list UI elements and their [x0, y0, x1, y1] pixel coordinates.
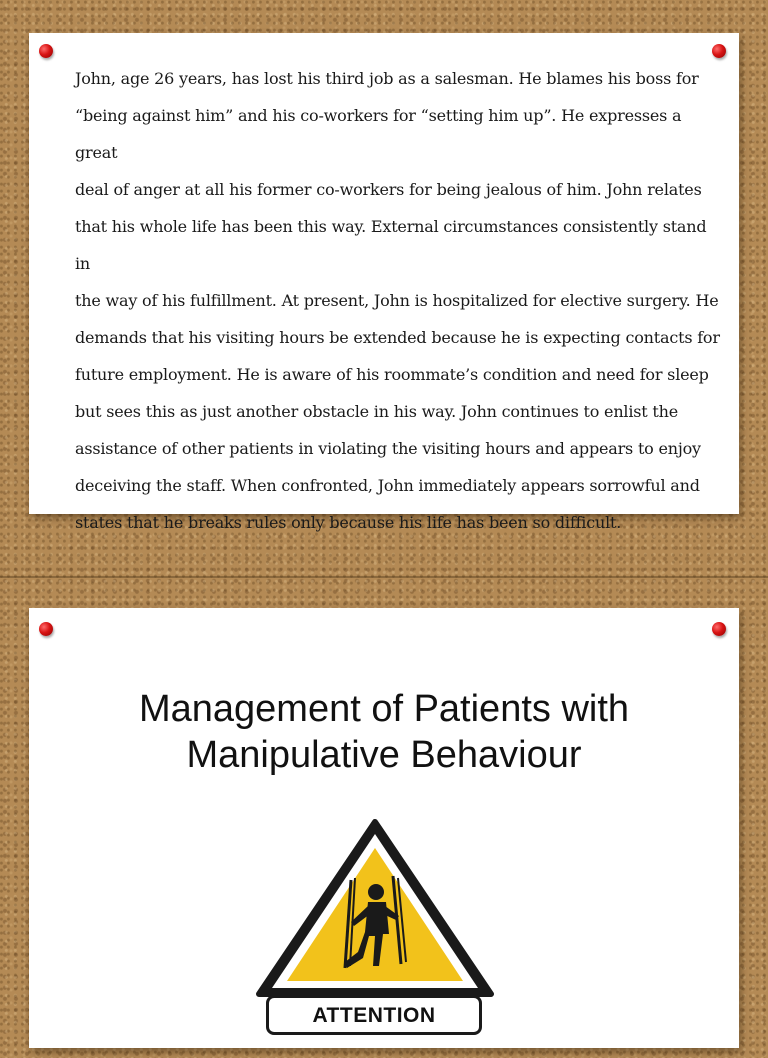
- pin-icon: [39, 622, 53, 636]
- pin-icon: [712, 622, 726, 636]
- case-line: the way of his fulfillment. At present, John is hospitalized for elective surgery. He: [75, 291, 719, 310]
- case-line: deal of anger at all his former co-workers for being jealous of him. John relates: [75, 180, 702, 199]
- slide-title: [29, 686, 739, 778]
- case-study-text: [75, 60, 725, 541]
- case-line: “being against him” and his co-workers for “setting him up”. He expresses a great: [75, 106, 682, 162]
- case-line: that his whole life has been this way. External circumstances consistently stand in: [75, 217, 707, 273]
- slide-divider: [0, 576, 768, 578]
- case-line: but sees this as just another obstacle in his way. John continues to enlist the: [75, 402, 678, 421]
- pin-icon: [712, 44, 726, 58]
- attention-label: ATTENTION: [266, 995, 482, 1035]
- case-study-card: [29, 33, 739, 532]
- case-line: assistance of other patients in violating the visiting hours and appears to enjoy: [75, 439, 701, 458]
- case-line: states that he breaks rules only because his life has been so difficult.: [75, 513, 622, 532]
- pin-icon: [39, 44, 53, 58]
- case-line: demands that his visiting hours be extended because he is expecting contacts for: [75, 328, 720, 347]
- title-card: [29, 608, 739, 1048]
- title-line: Manipulative Behaviour: [186, 734, 582, 776]
- case-line: future employment. He is aware of his roommate’s condition and need for sleep: [75, 365, 709, 384]
- title-line: Management of Patients with: [138, 688, 630, 730]
- case-line: deceiving the staff. When confronted, John immediately appears sorrowful and: [75, 476, 700, 495]
- case-line: John, age 26 years, has lost his third job as a salesman. He blames his boss for: [75, 69, 699, 88]
